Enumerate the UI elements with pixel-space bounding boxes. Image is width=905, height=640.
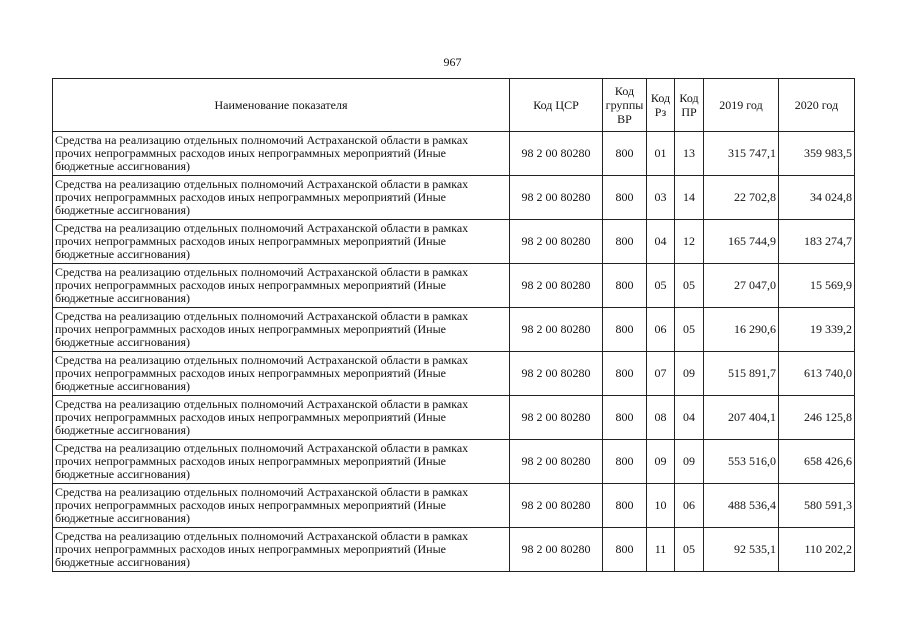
row-name: Средства на реализацию отдельных полномочий Астраханской области в рамках прочих непрограммных расходов иных непрограммных мероприятий (Иные бюджетные ассигнования)	[53, 528, 510, 572]
header-name: Наименование показателя	[53, 79, 510, 132]
row-pr: 09	[675, 352, 704, 396]
row-pr: 14	[675, 176, 704, 220]
row-csr: 98 2 00 80280	[510, 308, 603, 352]
row-2020: 580 591,3	[779, 484, 855, 528]
row-vr: 800	[603, 264, 647, 308]
table-body	[53, 132, 855, 572]
table-header	[53, 79, 855, 132]
row-name: Средства на реализацию отдельных полномочий Астраханской области в рамках прочих непрограммных расходов иных непрограммных мероприятий (Иные бюджетные ассигнования)	[53, 264, 510, 308]
row-rz: 04	[647, 220, 675, 264]
row-name: Средства на реализацию отдельных полномочий Астраханской области в рамках прочих непрограммных расходов иных непрограммных мероприятий (Иные бюджетные ассигнования)	[53, 396, 510, 440]
row-csr: 98 2 00 80280	[510, 352, 603, 396]
row-rz: 06	[647, 308, 675, 352]
row-name: Средства на реализацию отдельных полномочий Астраханской области в рамках прочих непрограммных расходов иных непрограммных мероприятий (Иные бюджетные ассигнования)	[53, 308, 510, 352]
table-row	[53, 176, 855, 220]
row-pr: 13	[675, 132, 704, 176]
row-vr: 800	[603, 352, 647, 396]
table-row	[53, 484, 855, 528]
header-rz: Код Рз	[647, 79, 675, 132]
row-2020: 658 426,6	[779, 440, 855, 484]
row-2019: 27 047,0	[704, 264, 779, 308]
row-name: Средства на реализацию отдельных полномочий Астраханской области в рамках прочих непрограммных расходов иных непрограммных мероприятий (Иные бюджетные ассигнования)	[53, 440, 510, 484]
header-2020: 2020 год	[779, 79, 855, 132]
table-row	[53, 528, 855, 572]
row-pr: 05	[675, 308, 704, 352]
table-row	[53, 220, 855, 264]
row-rz: 07	[647, 352, 675, 396]
row-2019: 315 747,1	[704, 132, 779, 176]
row-vr: 800	[603, 528, 647, 572]
row-vr: 800	[603, 132, 647, 176]
row-csr: 98 2 00 80280	[510, 132, 603, 176]
table-row	[53, 440, 855, 484]
row-2020: 359 983,5	[779, 132, 855, 176]
row-csr: 98 2 00 80280	[510, 220, 603, 264]
row-2020: 15 569,9	[779, 264, 855, 308]
table-row	[53, 308, 855, 352]
row-2019: 16 290,6	[704, 308, 779, 352]
row-name: Средства на реализацию отдельных полномочий Астраханской области в рамках прочих непрограммных расходов иных непрограммных мероприятий (Иные бюджетные ассигнования)	[53, 132, 510, 176]
row-2019: 488 536,4	[704, 484, 779, 528]
row-pr: 09	[675, 440, 704, 484]
page-number: 967	[443, 55, 462, 69]
table-row	[53, 352, 855, 396]
row-2019: 553 516,0	[704, 440, 779, 484]
row-rz: 09	[647, 440, 675, 484]
row-pr: 06	[675, 484, 704, 528]
row-pr: 04	[675, 396, 704, 440]
header-pr: Код ПР	[675, 79, 704, 132]
row-rz: 03	[647, 176, 675, 220]
row-name: Средства на реализацию отдельных полномочий Астраханской области в рамках прочих непрограммных расходов иных непрограммных мероприятий (Иные бюджетные ассигнования)	[53, 220, 510, 264]
row-2019: 22 702,8	[704, 176, 779, 220]
row-2020: 34 024,8	[779, 176, 855, 220]
header-vr: Код группы ВР	[603, 79, 647, 132]
header-2019: 2019 год	[704, 79, 779, 132]
row-2019: 92 535,1	[704, 528, 779, 572]
table-row	[53, 264, 855, 308]
row-2019: 165 744,9	[704, 220, 779, 264]
row-vr: 800	[603, 484, 647, 528]
row-vr: 800	[603, 440, 647, 484]
row-2019: 207 404,1	[704, 396, 779, 440]
row-name: Средства на реализацию отдельных полномочий Астраханской области в рамках прочих непрограммных расходов иных непрограммных мероприятий (Иные бюджетные ассигнования)	[53, 484, 510, 528]
table-row	[53, 132, 855, 176]
row-2020: 246 125,8	[779, 396, 855, 440]
row-pr: 05	[675, 528, 704, 572]
row-name: Средства на реализацию отдельных полномочий Астраханской области в рамках прочих непрограммных расходов иных непрограммных мероприятий (Иные бюджетные ассигнования)	[53, 352, 510, 396]
row-2020: 183 274,7	[779, 220, 855, 264]
row-2020: 19 339,2	[779, 308, 855, 352]
row-csr: 98 2 00 80280	[510, 264, 603, 308]
row-csr: 98 2 00 80280	[510, 396, 603, 440]
header-csr: Код ЦСР	[510, 79, 603, 132]
row-vr: 800	[603, 176, 647, 220]
row-rz: 08	[647, 396, 675, 440]
row-vr: 800	[603, 308, 647, 352]
budget-table	[52, 78, 855, 572]
row-vr: 800	[603, 396, 647, 440]
row-rz: 11	[647, 528, 675, 572]
row-2020: 613 740,0	[779, 352, 855, 396]
row-pr: 05	[675, 264, 704, 308]
row-2019: 515 891,7	[704, 352, 779, 396]
row-rz: 05	[647, 264, 675, 308]
row-csr: 98 2 00 80280	[510, 484, 603, 528]
row-csr: 98 2 00 80280	[510, 440, 603, 484]
row-rz: 10	[647, 484, 675, 528]
row-csr: 98 2 00 80280	[510, 528, 603, 572]
header-row	[53, 79, 855, 132]
row-rz: 01	[647, 132, 675, 176]
row-2020: 110 202,2	[779, 528, 855, 572]
row-pr: 12	[675, 220, 704, 264]
row-vr: 800	[603, 220, 647, 264]
row-name: Средства на реализацию отдельных полномочий Астраханской области в рамках прочих непрограммных расходов иных непрограммных мероприятий (Иные бюджетные ассигнования)	[53, 176, 510, 220]
row-csr: 98 2 00 80280	[510, 176, 603, 220]
table-row	[53, 396, 855, 440]
